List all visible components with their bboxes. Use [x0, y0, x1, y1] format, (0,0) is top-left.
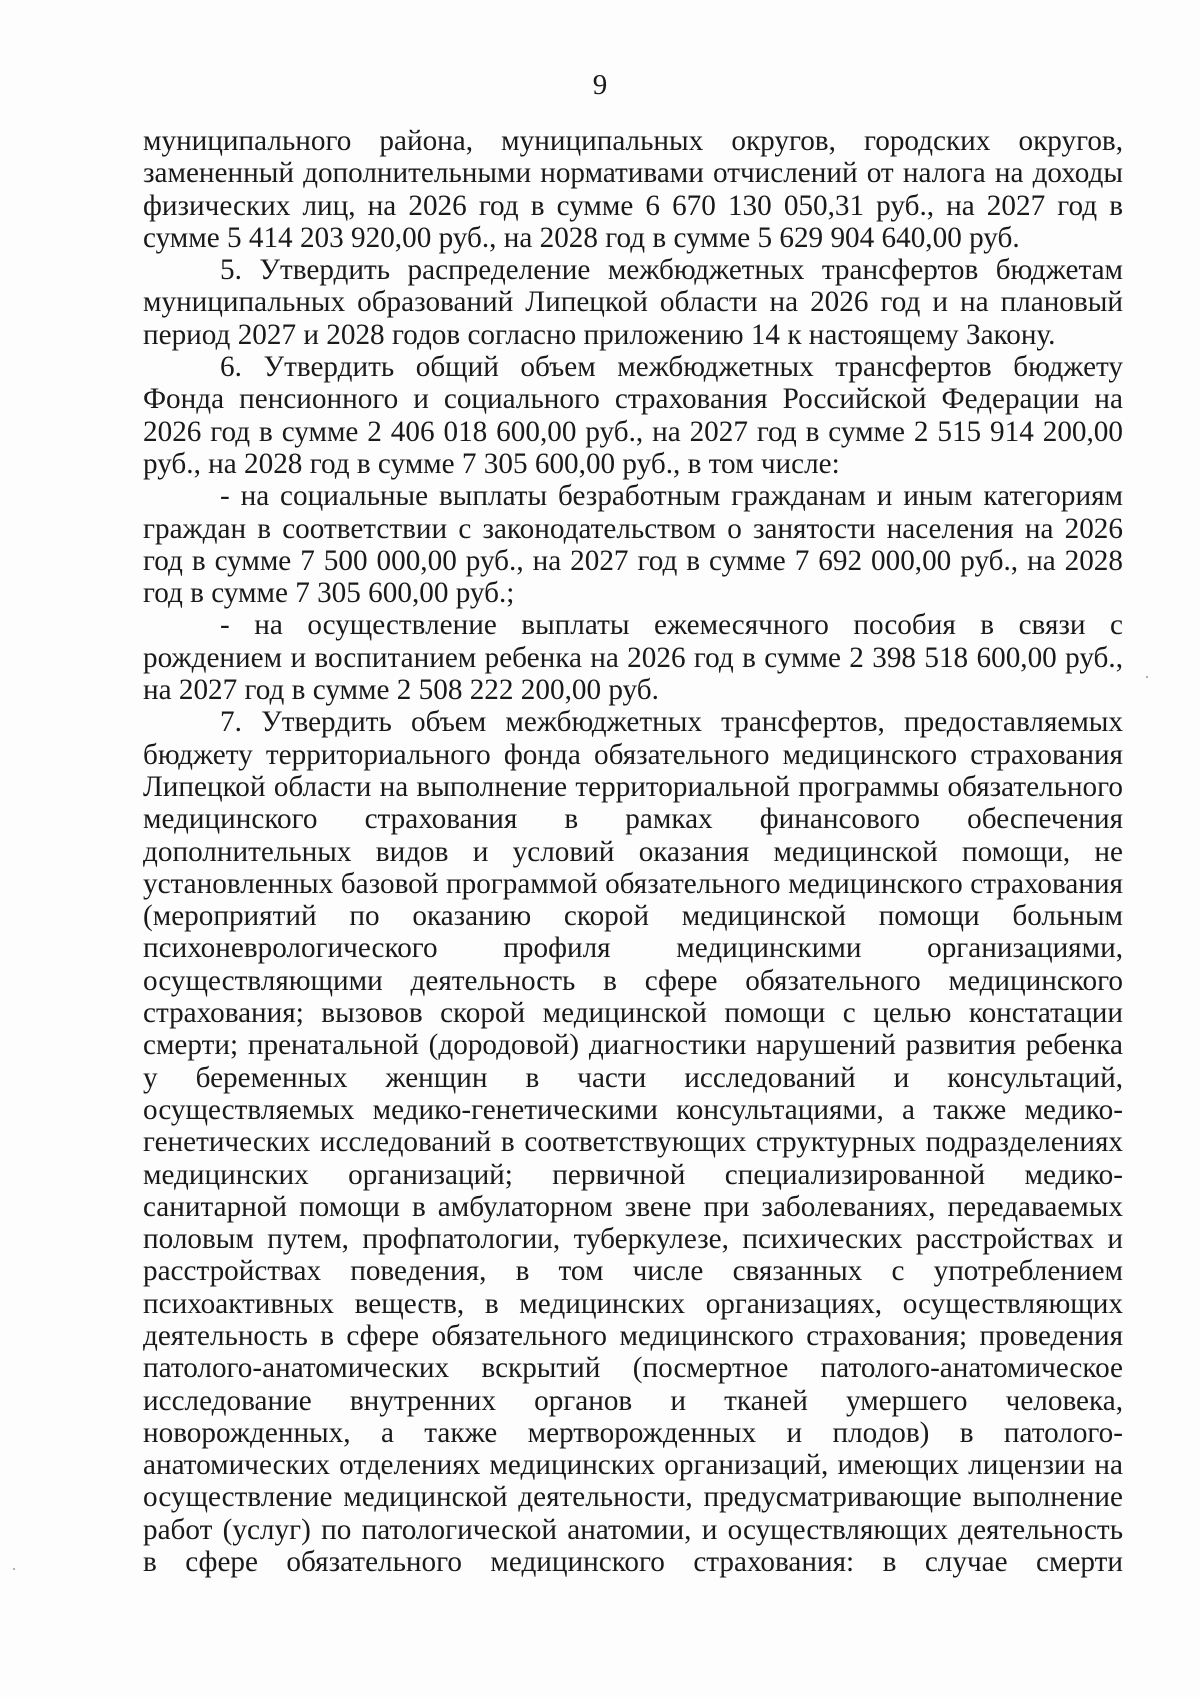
paragraph-item-5: 5. Утвердить распределение межбюджетных трансфертов бюджетам муниципальных образований Липецкой области на 2026 год и на плановый период 2027 и 2028 годов согласно приложению 14 к настоящему Закону. — [143, 254, 1123, 351]
paragraph-item-7: 7. Утвердить объем межбюджетных трансфертов, предоставляемых бюджету территориального фонда обязательного медицинского страхования Липецкой области на выполнение территориальной программы обязательного медицинского страхования в рамках финансового обеспечения дополнительных видов и условий оказания медицинской помощи, не установленных базовой программой обязательного медицинского страхования (мероприятий по оказанию скорой медицинской помощи больным психоневрологического профиля медицинскими организациями, осуществляющими деятельность в сфере обязательного медицинского страхования; вызовов скорой медицинской помощи с целью констатации смерти; пренатальной (дородовой) диагностики нарушений развития ребенка у беременных женщин в части исследований и консультаций, осуществляемых медико-генетическими консультациями, а также медико-генетических исследований в соответствующих структурных подразделениях медицинских организаций; первичной специализированной медико-санитарной помощи в амбулаторном звене при заболеваниях, передаваемых половым путем, профпатологии, туберкулезе, психических расстройствах и расстройствах поведения, в том числе связанных с употреблением психоактивных веществ, в медицинских организациях, осуществляющих деятельность в сфере обязательного медицинского страхования; проведения патолого-анатомических вскрытий (посмертное патолого-анатомическое исследование внутренних органов и тканей умершего человека, новорожденных, а также мертворожденных и плодов) в патолого-анатомических отделениях медицинских организаций, имеющих лицензии на осуществление медицинской деятельности, предусматривающие выполнение работ (услуг) по патологической анатомии, и осуществляющих деятельность в сфере обязательного медицинского страхования: в случае смерти — [143, 706, 1123, 1579]
paragraph-continuation: муниципального района, муниципальных округов, городских округов, замененный дополнительными нормативами отчислений от налога на доходы физических лиц, на 2026 год в сумме 6 670 130 050,31 руб., на 2027 год в сумме 5 414 203 920,00 руб., на 2028 год в сумме 5 629 904 640,00 руб. — [143, 125, 1123, 254]
page-number: 9 — [592, 69, 608, 101]
paragraph-subitem-child-allowance: - на осуществление выплаты ежемесячного пособия в связи с рождением и воспитанием ребенка на 2026 год в сумме 2 398 518 600,00 руб., на 2027 год в сумме 2 508 222 200,00 руб. — [143, 609, 1123, 707]
scan-speck — [13, 1568, 15, 1570]
paragraph-subitem-unemployed: - на социальные выплаты безработным гражданам и иным категориям граждан в соответствии с законодательством о занятости населения на 2026 год в сумме 7 500 000,00 руб., на 2027 год в сумме 7 692 000,00 руб., на 2028 год в сумме 7 305 600,00 руб.; — [143, 480, 1123, 610]
document-body — [143, 125, 1123, 1578]
scan-speck — [1146, 676, 1148, 678]
paragraph-item-6: 6. Утвердить общий объем межбюджетных трансфертов бюджету Фонда пенсионного и социального страхования Российской Федерации на 2026 год в сумме 2 406 018 600,00 руб., на 2027 год в сумме 2 515 914 200,00 руб., на 2028 год в сумме 7 305 600,00 руб., в том числе: — [143, 351, 1123, 480]
